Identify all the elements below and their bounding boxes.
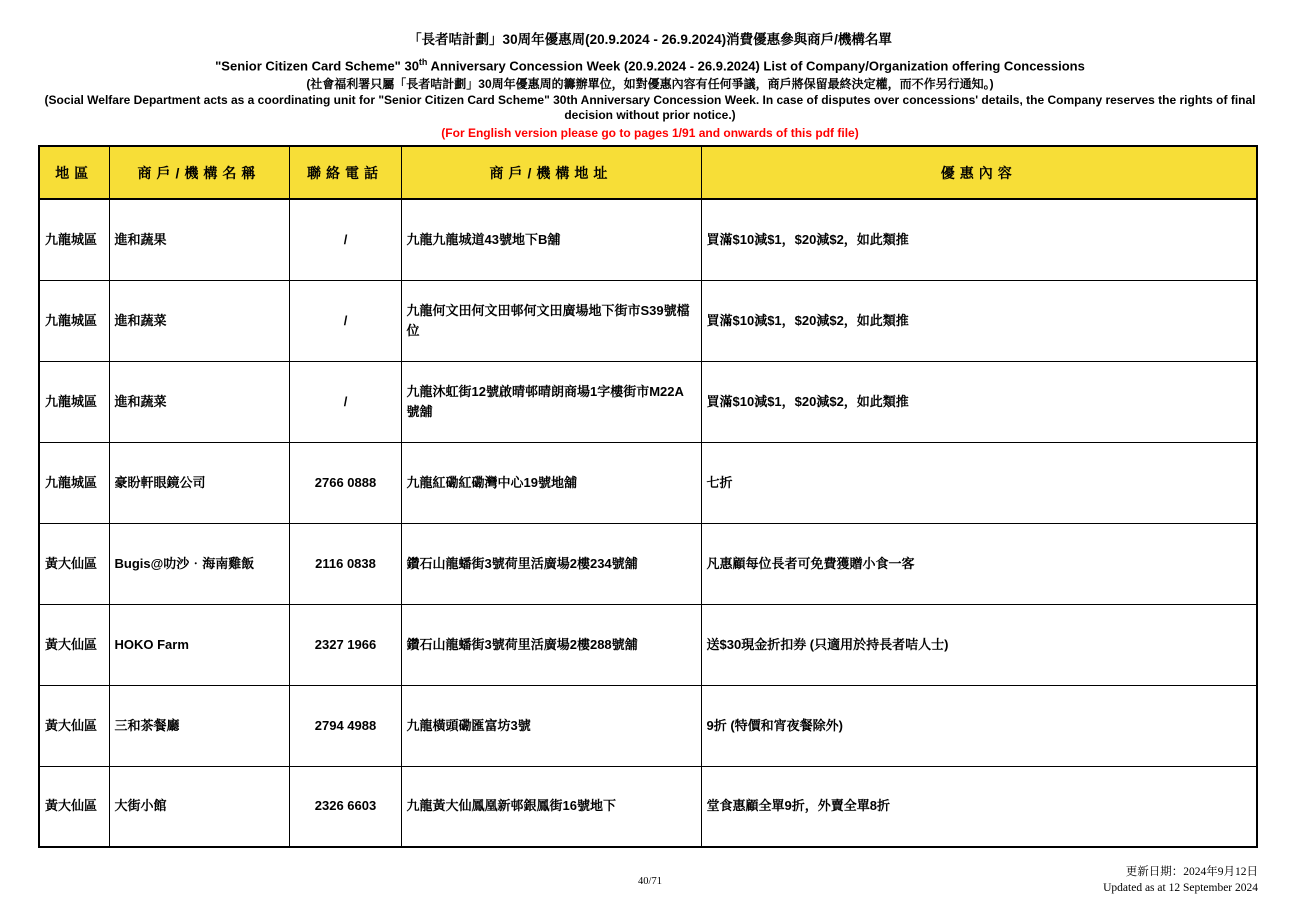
- updated-date-english: Updated as at 12 September 2024: [1103, 881, 1258, 894]
- table-header-row: [39, 146, 1257, 199]
- note-english: (Social Welfare Department acts as a coordinating unit for "Senior Citizen Card Scheme" 30th Anniversary Concession Week. In case of disputes over concessions' details, the Company reserves the rights of final decision without prior notice.): [44, 93, 1256, 123]
- phone-cell: /: [289, 280, 401, 361]
- table-body: [39, 199, 1257, 847]
- title-english: [30, 54, 1270, 74]
- table-row: [39, 361, 1257, 442]
- address-cell: 九龍九龍城道43號地下B舖: [401, 199, 701, 280]
- header-phone: 聯絡電話: [289, 146, 401, 199]
- name-cell: 豪盼軒眼鏡公司: [109, 442, 289, 523]
- address-cell: 九龍黃大仙鳳凰新邨銀鳳街16號地下: [401, 766, 701, 847]
- phone-cell: 2327 1966: [289, 604, 401, 685]
- updated-date: [1103, 865, 1258, 896]
- phone-cell: /: [289, 361, 401, 442]
- name-cell: 進和蔬菜: [109, 361, 289, 442]
- header-name: 商戶/機構名稱: [109, 146, 289, 199]
- header-district: 地區: [39, 146, 109, 199]
- header-concession: 優惠內容: [701, 146, 1257, 199]
- updated-date-chinese: 更新日期：2024年9月12日: [1125, 866, 1258, 878]
- district-cell: 九龍城區: [39, 361, 109, 442]
- address-cell: 九龍何文田何文田邨何文田廣場地下街市S39號檔位: [401, 280, 701, 361]
- concession-table: [38, 145, 1258, 848]
- name-cell: HOKO Farm: [109, 604, 289, 685]
- table-row: [39, 280, 1257, 361]
- concession-cell: 9折 (特價和宵夜餐除外): [701, 685, 1257, 766]
- page-number: 40/71: [638, 876, 662, 887]
- district-cell: 黃大仙區: [39, 604, 109, 685]
- phone-cell: 2794 4988: [289, 685, 401, 766]
- name-cell: 大街小館: [109, 766, 289, 847]
- document-header: [30, 0, 1270, 141]
- note-english-version: (For English version please go to pages 1/91 and onwards of this pdf file): [441, 126, 859, 141]
- table-row: [39, 442, 1257, 523]
- phone-cell: 2326 6603: [289, 766, 401, 847]
- phone-cell: 2766 0888: [289, 442, 401, 523]
- concession-cell: 買滿$10減$1，$20減$2，如此類推: [701, 361, 1257, 442]
- name-cell: 進和蔬菜: [109, 280, 289, 361]
- district-cell: 黃大仙區: [39, 685, 109, 766]
- table-row: [39, 604, 1257, 685]
- address-cell: 九龍沐虹街12號啟晴邨晴朗商場1字樓街市M22A號舖: [401, 361, 701, 442]
- header-address: 商戶/機構地址: [401, 146, 701, 199]
- concession-cell: 七折: [701, 442, 1257, 523]
- district-cell: 九龍城區: [39, 199, 109, 280]
- district-cell: 九龍城區: [39, 442, 109, 523]
- table-row: [39, 766, 1257, 847]
- district-cell: 黃大仙區: [39, 766, 109, 847]
- address-cell: 鑽石山龍蟠街3號荷里活廣場2樓234號舖: [401, 523, 701, 604]
- concession-cell: 送$30現金折扣券 (只適用於持長者咭人士): [701, 604, 1257, 685]
- phone-cell: /: [289, 199, 401, 280]
- address-cell: 鑽石山龍蟠街3號荷里活廣場2樓288號舖: [401, 604, 701, 685]
- address-cell: 九龍橫頭磡匯富坊3號: [401, 685, 701, 766]
- name-cell: Bugis@叻沙‧海南雞飯: [109, 523, 289, 604]
- concession-cell: 凡惠顧每位長者可免費獲贈小食一客: [701, 523, 1257, 604]
- district-cell: 黃大仙區: [39, 523, 109, 604]
- table-row: [39, 685, 1257, 766]
- note-chinese: (社會福利署只屬「長者咭計劃」30周年優惠周的籌辦單位，如對優惠內容有任何爭議，商戶將保留最終決定權，而不作另行通知。): [306, 77, 994, 92]
- table-row: [39, 199, 1257, 280]
- district-cell: 九龍城區: [39, 280, 109, 361]
- title-english-sup: th: [418, 57, 428, 67]
- concession-cell: 買滿$10減$1，$20減$2，如此類推: [701, 199, 1257, 280]
- concession-cell: 買滿$10減$1，$20減$2，如此類推: [701, 280, 1257, 361]
- title-english-pre: "Senior Citizen Card Scheme" 30: [215, 58, 419, 74]
- table-row: [39, 523, 1257, 604]
- name-cell: 三和茶餐廳: [109, 685, 289, 766]
- concession-cell: 堂食惠顧全單9折，外賣全單8折: [701, 766, 1257, 847]
- phone-cell: 2116 0838: [289, 523, 401, 604]
- name-cell: 進和蔬果: [109, 199, 289, 280]
- title-chinese: 「長者咭計劃」30周年優惠周(20.9.2024 - 26.9.2024)消費優惠參與商戶/機構名單: [408, 32, 892, 47]
- title-english-post: Anniversary Concession Week (20.9.2024 - 26.9.2024) List of Company/Organization offering Concessions: [427, 58, 1085, 74]
- address-cell: 九龍紅磡紅磡灣中心19號地舖: [401, 442, 701, 523]
